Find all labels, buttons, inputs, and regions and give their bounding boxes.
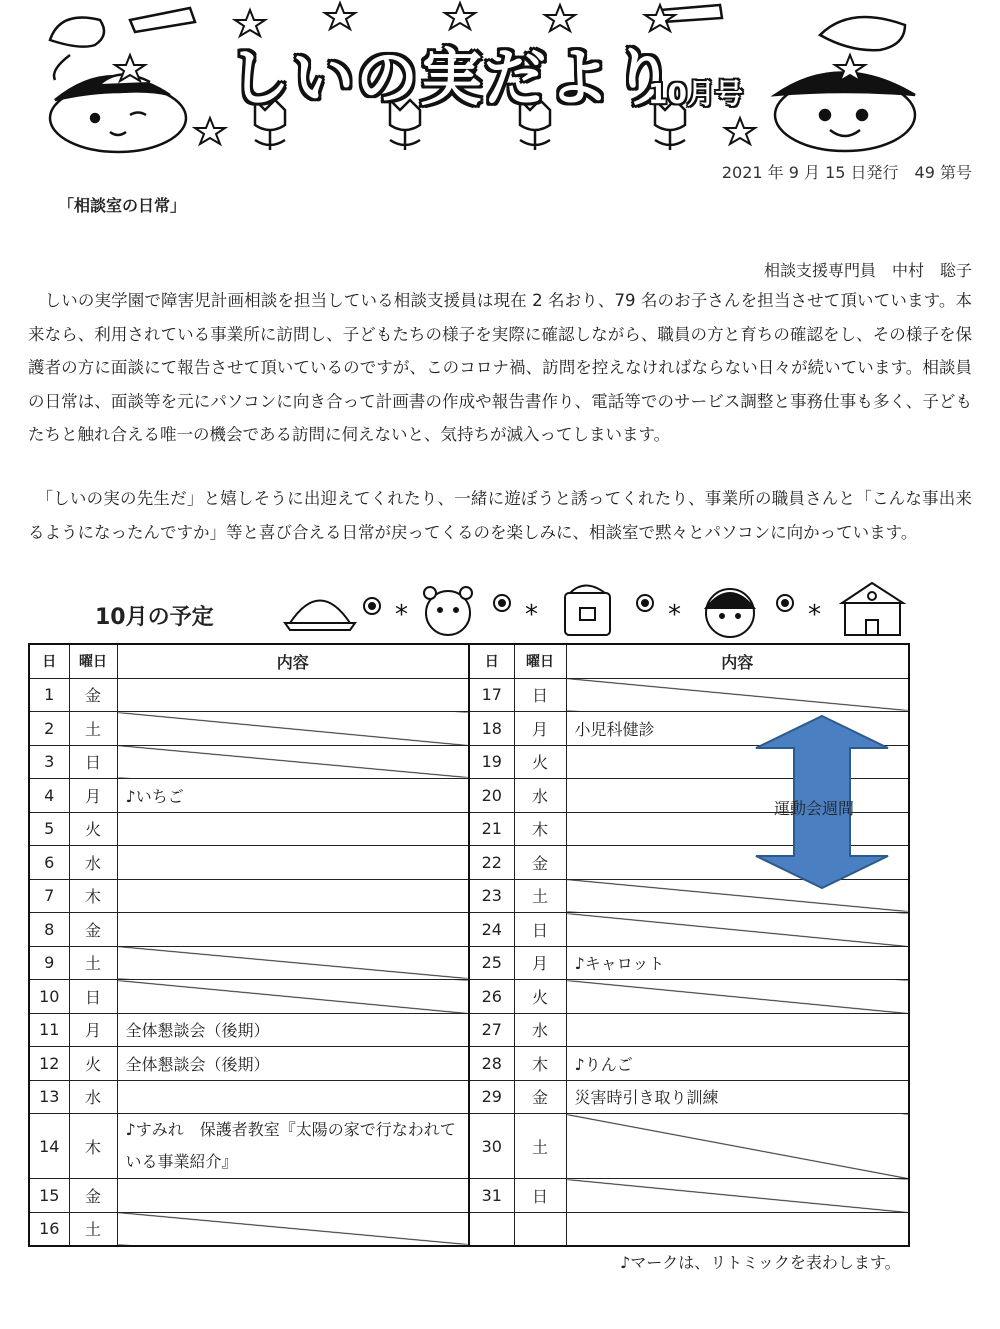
event-content: ♪いちご	[117, 779, 469, 813]
weekday: 土	[514, 879, 566, 913]
day-number: 1	[29, 678, 69, 712]
day-number: 30	[469, 1114, 514, 1179]
article-author: 相談支援専門員 中村 聡子	[763, 261, 972, 280]
day-number: 18	[469, 712, 514, 746]
weekday: 日	[514, 678, 566, 712]
day-number: 28	[469, 1047, 514, 1081]
event-content	[117, 1212, 469, 1246]
weekday: 金	[69, 678, 117, 712]
day-number: 16	[29, 1212, 69, 1246]
weekday: 土	[69, 712, 117, 746]
event-content	[117, 913, 469, 947]
day-number: 11	[29, 1013, 69, 1047]
weekday: 木	[514, 1047, 566, 1081]
paragraph-text: 「しいの実の先生だ」と嬉しそうに出迎えてくれたり、一緒に遊ぼうと誘ってくれたり、事業所の職員さんと「こんな事出来るようになったんですか」等と喜び合える日常が戻ってくるのを楽しみに、相談室で黙々とパソコンに向かっています。	[28, 489, 973, 542]
flower-icon	[777, 595, 793, 611]
newsletter-title: しいの実だより	[228, 41, 677, 114]
event-content: ♪すみれ 保護者教室『太陽の家で行なわれている事業紹介』	[117, 1114, 469, 1179]
weekday: 日	[514, 913, 566, 947]
day-number: 25	[469, 946, 514, 980]
paragraph-text: しいの実学園で障害児計画相談を担当している相談支援員は現在 2 名おり、79 名のお子さんを担当させて頂いています。本来なら、利用されている事業所に訪問し、子どもたちの様子を実際に確認しながら、職員の方と育ちの確認をし、その様子を保護者の方に面談にて報告させて頂いているのですが、このコロナ禍、訪問を控えなければならない日々が続いています。相談員の日常は、面談等を元にパソコンに向き合って計画書の作成や報告書作り、電話等でのサービス調整と事務仕事も多く、子どもたちと触れ合える唯一の機会である訪問に伺えないと、気持ちが滅入ってしまいます。	[28, 291, 973, 444]
table-row	[29, 1047, 909, 1081]
event-content: 全体懇談会（後期）	[117, 1047, 469, 1081]
svg-text:*: *	[525, 600, 538, 630]
event-content	[117, 980, 469, 1014]
event-content	[117, 745, 469, 779]
day-number: 4	[29, 779, 69, 813]
event-content	[566, 1179, 909, 1213]
day-number: 21	[469, 812, 514, 846]
article-heading: 「相談室の日常」	[58, 196, 187, 215]
day-number: 22	[469, 846, 514, 880]
event-content	[566, 678, 909, 712]
col-header-weekday: 曜日	[69, 644, 117, 678]
day-number: 6	[29, 846, 69, 880]
event-content	[117, 846, 469, 880]
day-number: 15	[29, 1179, 69, 1213]
table-row	[29, 1080, 909, 1114]
weekday: 火	[69, 812, 117, 846]
weekday: 火	[69, 1047, 117, 1081]
day-number: 13	[29, 1080, 69, 1114]
weekday: 土	[69, 946, 117, 980]
publication-date: 2021 年 9 月 15 日発行 49 第号	[721, 163, 972, 182]
weekday: 日	[69, 980, 117, 1014]
weekday: 月	[514, 712, 566, 746]
day-number: 7	[29, 879, 69, 913]
weekday: 金	[69, 913, 117, 947]
day-number: 12	[29, 1047, 69, 1081]
event-content	[117, 879, 469, 913]
weekday: 木	[514, 812, 566, 846]
event-content: ♪りんご	[566, 1047, 909, 1081]
ribbon-right-icon	[660, 5, 905, 50]
col-header-weekday: 曜日	[514, 644, 566, 678]
col-header-content: 内容	[566, 644, 909, 678]
day-number: 14	[29, 1114, 69, 1179]
event-content: 全体懇談会（後期）	[117, 1013, 469, 1047]
weekday: 月	[69, 1013, 117, 1047]
weekday: 土	[69, 1212, 117, 1246]
weekday: 金	[514, 1080, 566, 1114]
sports-week-label: 運動会週間	[774, 799, 855, 818]
school-bag-icon	[565, 586, 610, 636]
weekday: 水	[69, 1080, 117, 1114]
weekday: 木	[69, 879, 117, 913]
day-number: 24	[469, 913, 514, 947]
day-number: 2	[29, 712, 69, 746]
day-number: 9	[29, 946, 69, 980]
table-row	[29, 678, 909, 712]
weekday: 金	[69, 1179, 117, 1213]
event-content: 小児科健診	[566, 712, 909, 746]
weekday: 月	[69, 779, 117, 813]
weekday: 日	[69, 745, 117, 779]
day-number: 31	[469, 1179, 514, 1213]
flower-icon	[364, 598, 380, 614]
table-row	[29, 1212, 909, 1246]
event-content	[117, 946, 469, 980]
article-paragraph	[28, 284, 972, 452]
table-row	[29, 980, 909, 1014]
child-face-right-icon	[775, 73, 915, 152]
col-header-day: 日	[29, 644, 69, 678]
event-content	[117, 812, 469, 846]
event-content	[117, 712, 469, 746]
schedule-footnote: ♪マークは、リトミックを表わします。	[620, 1253, 901, 1272]
day-number: 8	[29, 913, 69, 947]
child-face-left-icon	[50, 74, 186, 152]
weekday: 水	[514, 779, 566, 813]
svg-text:*: *	[668, 600, 681, 630]
table-row	[29, 946, 909, 980]
event-content	[117, 678, 469, 712]
bear-icon	[424, 587, 472, 635]
day-number: 19	[469, 745, 514, 779]
day-number: 5	[29, 812, 69, 846]
svg-text:*: *	[395, 600, 408, 630]
col-header-content: 内容	[117, 644, 469, 678]
weekday: 水	[514, 1013, 566, 1047]
event-content	[566, 1212, 909, 1246]
event-content: ♪キャロット	[566, 946, 909, 980]
article-paragraph	[28, 482, 972, 549]
day-number: 3	[29, 745, 69, 779]
event-content	[117, 1179, 469, 1213]
school-building-icon	[842, 583, 903, 635]
weekday	[514, 1212, 566, 1246]
table-row	[29, 1114, 909, 1179]
event-content	[566, 980, 909, 1014]
weekday: 土	[514, 1114, 566, 1179]
day-number: 10	[29, 980, 69, 1014]
event-content	[566, 913, 909, 947]
day-number: 17	[469, 678, 514, 712]
event-content	[566, 1114, 909, 1179]
event-content	[117, 1080, 469, 1114]
table-row	[29, 1179, 909, 1213]
schedule-title: 10月の予定	[95, 605, 214, 630]
weekday: 火	[514, 745, 566, 779]
table-header-row	[29, 644, 909, 678]
day-number: 23	[469, 879, 514, 913]
day-number: 27	[469, 1013, 514, 1047]
weekday: 木	[69, 1114, 117, 1179]
event-content: 災害時引き取り訓練	[566, 1080, 909, 1114]
table-row	[29, 913, 909, 947]
day-number: 29	[469, 1080, 514, 1114]
issue-month: 10月号	[648, 77, 743, 110]
event-content	[566, 1013, 909, 1047]
svg-text:*: *	[808, 600, 821, 630]
day-number: 20	[469, 779, 514, 813]
weekday: 火	[514, 980, 566, 1014]
child-icon	[706, 589, 754, 637]
flower-icon	[494, 595, 510, 611]
weekday: 日	[514, 1179, 566, 1213]
table-row	[29, 1013, 909, 1047]
flower-icon	[637, 595, 653, 611]
col-header-day: 日	[469, 644, 514, 678]
schedule-decoration	[280, 578, 920, 642]
weekday: 月	[514, 946, 566, 980]
hat-icon	[285, 601, 355, 631]
weekday: 金	[514, 846, 566, 880]
day-number: 26	[469, 980, 514, 1014]
day-number	[469, 1212, 514, 1246]
weekday: 水	[69, 846, 117, 880]
